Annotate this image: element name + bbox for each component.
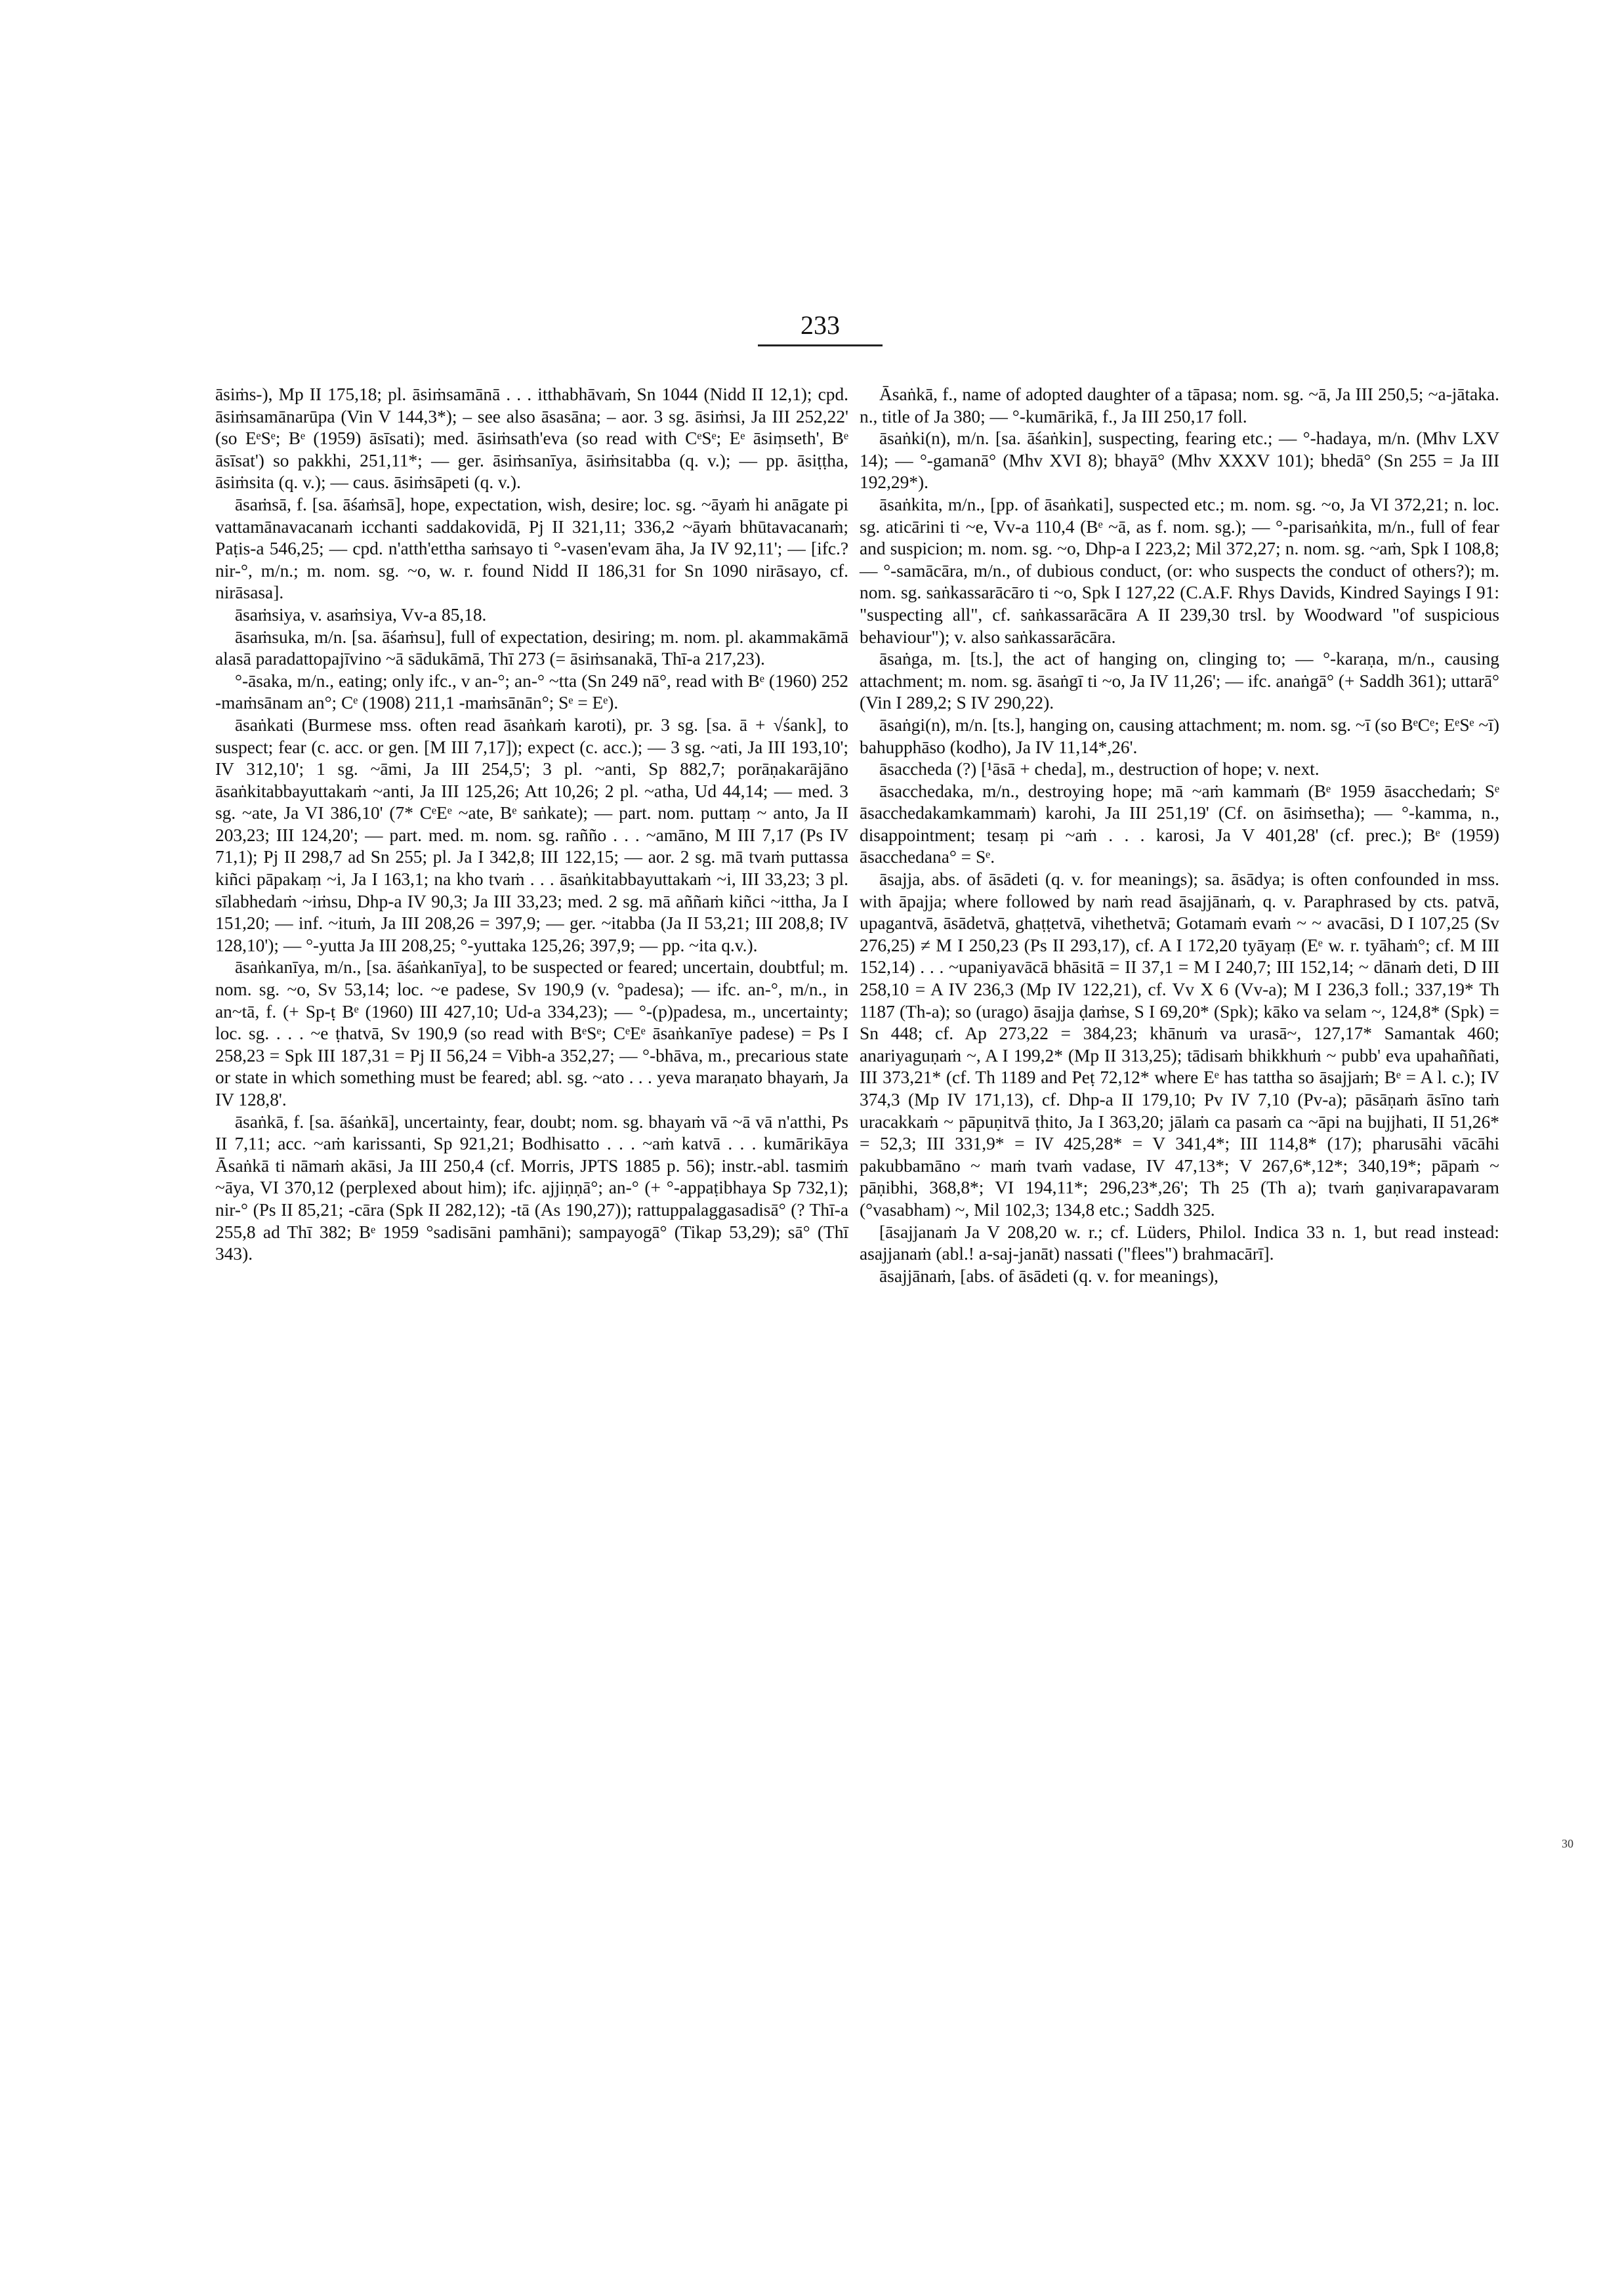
entry-asankati: āsaṅkati (Burmese mss. often read āsaṅkaṁ karoti), pr. 3 sg. [sa. ā + √śank], to suspect; fear (c. acc. or gen. [M III 7,17]); expect (c. acc.); — 3 sg. ~ati, Ja III 193,10'; IV 312,10'; 1 sg. ~āmi, Ja III 254,5'; 3 pl. ~anti, Sp 882,7; porāṇakarājāno āsaṅkitabbayuttakaṁ ~anti, Ja III 125,26; Att 10,26; 2 pl. ~atha, Ud 44,14; — med. 3 sg. ~ate, Ja VI 386,10' (7* CᵉEᵉ ~ate, Bᵉ saṅkate); — part. nom. puttaṃ ~ anto, Ja II 203,23; III 124,20'; — part. med. m. nom. sg. rañño . . . ~amāno, M III 7,17 (Ps IV 71,1); Pj II 298,7 ad Sn 255; pl. Ja I 342,8; III 122,15; — aor. 2 sg. mā tvaṁ puttassa kiñci pāpakaṃ ~i, Ja I 163,1; na kho tvaṁ . . . āsaṅkitabbayuttakaṁ ~i, III 33,23; 3 pl. sīlabhedaṁ ~iṁsu, Dhp-a IV 90,3; Ja III 33,23; med. 2 sg. mā aññaṁ kiñci ~ittha, Ja I 151,20; — inf. ~ituṁ, Ja III 208,26 = 397,9; — ger. ~itabba (Ja II 53,21; III 208,8; IV 128,10'); — °-yutta Ja III 208,25; °-yuttaka 125,26; 397,9; — pp. ~ita q.v.). — [215, 714, 848, 955]
footer-mark: 30 — [1562, 1837, 1573, 1850]
entry-asamsa: āsaṁsā, f. [sa. āśaṁsā], hope, expectation, wish, desire; loc. sg. ~āyaṁ hi anāgate pi vattamānavacanaṁ icchanti saddakovidā, Pj II 321,11; 336,2 ~āyaṁ bhūtavacanaṁ; Paṭis-a 546,25; — cpd. n'atth'ettha saṁsayo ti °-vasen'evam āha, Ja IV 92,11'; — [ifc.? nir-°, m/n.; m. nom. sg. ~o, w. r. found Nidd II 186,31 for Sn 1090 nirāsayo, cf. nirāsasa]. — [215, 494, 848, 603]
entry-asangin: āsaṅgi(n), m/n. [ts.], hanging on, causing attachment; m. nom. sg. ~ī (so BᵉCᵉ; EᵉSᵉ ~ī) bahupphāso (kodho), Ja IV 11,14*,26'. — [860, 714, 1499, 757]
entry-asaka: °-āsaka, m/n., eating; only ifc., v an-°; an-° ~tta (Sn 249 nā°, read with Bᵉ (1960) 252 -maṁsānam an°; Cᵉ (1908) 211,1 -maṁsānān°; Sᵉ = Eᵉ). — [215, 671, 848, 713]
entry-asamsuka: āsaṁsuka, m/n. [sa. āśaṁsu], full of expectation, desiring; m. nom. pl. akammakāmā alasā paradattopajīvino ~ā sādukāmā, Thī 273 (= āsiṁsanakā, Thī-a 217,23). — [215, 627, 848, 669]
page-number: 233 — [801, 310, 840, 340]
entry-asanka-name: Āsaṅkā, f., name of adopted daughter of a tāpasa; nom. sg. ~ā, Ja III 250,5; ~a-jātaka. n., title of Ja 380; — °-kumārikā, f., Ja III 250,17 foll. — [860, 384, 1499, 426]
entry-asanga: āsaṅga, m. [ts.], the act of hanging on, clinging to; — °-karaṇa, m/n., causing attachment; m. nom. sg. āsaṅgī ti ~o, Ja IV 11,26'; — ifc. anaṅgā° (+ Saddh 361); uttarā° (Vin I 289,2; S IV 290,22). — [860, 649, 1499, 713]
entry-asankin: āsaṅki(n), m/n. [sa. āśaṅkin], suspecting, fearing etc.; — °-hadaya, m/n. (Mhv LXV 14); — °-gamanā° (Mhv XVI 8); bhayā° (Mhv XXXV 101); bhedā° (Sn 255 = Ja III 192,29*). — [860, 428, 1499, 493]
entry-asajjanam-note: [āsajjanaṁ Ja V 208,20 w. r.; cf. Lüders, Philol. Indica 33 n. 1, but read instead: asajjanaṁ (abl.! a-saj-janāt) nassati ("flees") brahmacārī]. — [860, 1222, 1499, 1264]
entry-continuation: āsiṁs-), Mp II 175,18; pl. āsiṁsamānā . . . itthabhāvaṁ, Sn 1044 (Nidd II 12,1); cpd. āsiṁsamānarūpa (Vin V 144,3*); – see also āsasāna; – aor. 3 sg. āsiṁsi, Ja III 252,22' (so EᵉSᵉ; Bᵉ (1959) āsīsati); med. āsiṁsath'eva (so read with CᵉSᵉ; Eᵉ āsiṃseth', Bᵉ āsīsat') so pakkhi, 251,11*; — ger. āsiṁsanīya, āsiṁsitabba (q. v.); — pp. āsiṭṭha, āsiṁsita (q. v.); — caus. āsiṁsāpeti (q. v.). — [215, 384, 848, 493]
entry-asacchedaka: āsacchedaka, m/n., destroying hope; mā ~aṁ kammaṁ (Bᵉ 1959 āsacchedaṁ; Sᵉ āsacchedakamkammaṁ) karohi, Ja III 251,19' (Cf. on āsiṁsetha); — °-kamma, n., disappointment; tesaṃ pi ~aṁ . . . karosi, Ja V 401,28' (cf. prec.); Bᵉ (1959) āsacchedana° = Sᵉ. — [860, 781, 1499, 867]
entry-asankaniya: āsaṅkanīya, m/n., [sa. āśaṅkanīya], to be suspected or feared; uncertain, doubtful; m. nom. sg. ~o, Sv 53,14; loc. ~e padese, Sv 190,9 (v. °padesa); — ifc. an-°, m/n., in an~tā, f. (+ Sp-ṭ Bᵉ (1960) III 427,10; Ud-a 334,23); — °-(p)padesa, m., uncertainty; loc. sg. . . . ~e ṭhatvā, Sv 190,9 (so read with BᵉSᵉ; CᵉEᵉ āsaṅkanīye padese) = Ps I 258,23 = Spk III 187,31 = Pj II 56,24 = Vibh-a 352,27; — °-bhāva, m., precarious state or state in which something must be feared; abl. sg. ~ato . . . yeva maraṇato bhayaṁ, Ja IV 128,8'. — [215, 957, 848, 1109]
right-column — [860, 384, 1499, 1287]
entry-asankita: āsaṅkita, m/n., [pp. of āsaṅkati], suspected etc.; m. nom. sg. ~o, Ja VI 372,21; n. loc. sg. aticārini ti ~e, Vv-a 110,4 (Bᵉ ~ā, as f. nom. sg.); — °-parisaṅkita, m/n., full of fear and suspicion; m. nom. sg. ~o, Dhp-a I 223,2; Mil 372,27; n. nom. sg. ~aṁ, Spk I 108,8; — °-samācāra, m/n., of dubious conduct, (or: who suspects the conduct of others?); m. nom. sg. saṅkassarācāro ti ~o, Spk I 127,22 (C.A.F. Rhys Davids, Kindred Sayings I 91: "suspecting all", cf. saṅkassarācāra A II 239,30 trsl. by Woodward "of suspicious behaviour"); v. also saṅkassarācāra. — [860, 494, 1499, 647]
header-rule — [758, 344, 883, 346]
entry-asaccheda: āsaccheda (?) [¹āsā + cheda], m., destruction of hope; v. next. — [879, 759, 1320, 779]
entry-asanka: āsaṅkā, f. [sa. āśaṅkā], uncertainty, fear, doubt; nom. sg. bhayaṁ vā ~ā vā n'atthi, Ps II 7,11; acc. ~aṁ karissanti, Sp 921,21; Bodhisatto . . . ~aṁ katvā . . . kumārikāya Āsaṅkā ti nāmaṁ akāsi, Ja III 250,4 (cf. Morris, JPTS 1885 p. 56); instr.-abl. tasmiṁ ~āya, VI 370,12 (perplexed about him); ifc. ajjiṇṇā°; an-° (+ °-appaṭibhaya Sp 732,1); nir-° (Ps II 85,21; -cāra (Spk II 282,12); -tā (As 190,27)); rattuppalaggasadisā° (? Thī-a 255,8 ad Thī 382; Bᵉ 1959 °sadisāni pamhāni); sampayogā° (Tikap 53,29); sā° (Thī 343). — [215, 1111, 848, 1264]
left-column — [215, 384, 848, 1266]
entry-asajja: āsajja, abs. of āsādeti (q. v. for meanings); sa. āsādya; is often confounded in mss. with āpajja; where followed by naṁ read āsajjānaṁ, q. v. Paraphrased by cts. patvā, upagantvā, āsādetvā, ghaṭṭetvā, vihethetvā; Gotamaṁ evaṁ ~ ~ avacāsi, D I 107,25 (Sv 276,25) ≠ M I 250,23 (Ps II 293,17), cf. A I 172,20 tyāyaṃ (Eᵉ w. r. tyāhaṁ°; cf. M III 152,14) . . . ~upaniyavācā bhāsitā = II 37,1 = M I 240,7; III 152,14; ~ dānaṁ deti, D III 258,10 = A IV 236,3 (Mp IV 122,21), cf. Vv X 6 (Vv-a); M I 236,3 foll.; 337,19* Th 1187 (Th-a); so (urago) āsajja ḍaṁse, S I 69,20* (Spk); kāko va selam ~, 124,8* (Spk) = Sn 448; cf. Ap 273,22 = 384,23; khānuṁ va urasā~, 127,17* Samantak 460; anariyaguṇaṁ ~, A I 199,2* (Mp II 313,25); tādisaṁ bhikkhuṁ ~ pubb' eva upahaññati, III 373,21* (cf. Th 1189 and Peṭ 72,12* where Eᵉ has tattha so āsajjaṁ; Bᵉ = A l. c.); IV 374,3 (Mp IV 171,13), cf. Dhp-a II 179,10; Pv IV 7,10 (Pv-a); pāsāṇaṁ āsīno taṁ uracakkaṁ ~ pāpuṇitvā ṭhito, Ja I 363,20; jālaṁ ca pasaṁ ca ~āpi na bujjhati, II 51,26* = 52,3; III 331,9* = IV 425,28* = V 341,4*; III 114,8* (17); pharusāhi vācāhi pakubbamāno ~ maṁ tvaṁ vadase, IV 47,13*; V 267,6*,12*; 340,19*; pāpaṁ ~ pāṇibhi, 368,8*; VI 194,11*; 296,23*,26'; Th 25 (Th a); tvaṁ gaṇivarapavaram (°vasabham) ~, Mil 102,3; 134,8 etc.; Saddh 325. — [860, 869, 1499, 1220]
entry-asamsiya: āsaṁsiya, v. asaṁsiya, Vv-a 85,18. — [235, 604, 487, 625]
entry-asajjanam: āsajjānaṁ, [abs. of āsādeti (q. v. for meanings), — [879, 1266, 1218, 1286]
